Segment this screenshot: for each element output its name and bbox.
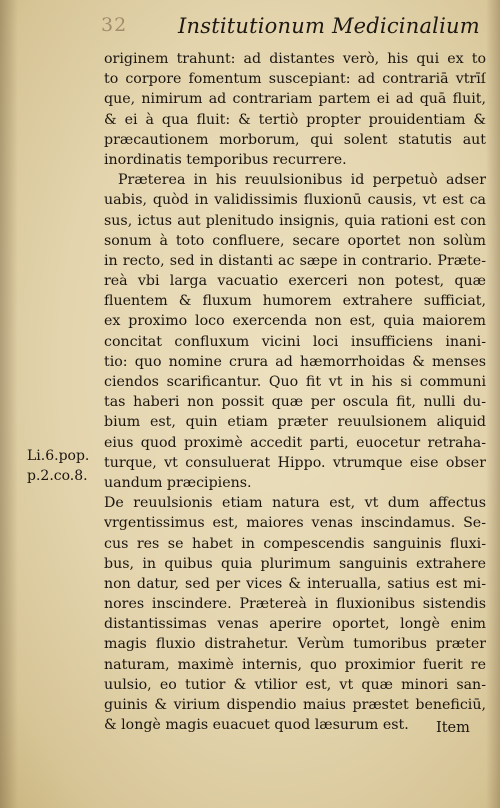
text-line: De reuulsionis etiam natura est, vt dum affectus [104, 495, 486, 512]
text-line: uandum præcipiens. [104, 474, 252, 491]
catchword: Item [436, 720, 470, 736]
text-line: turque, vt consuluerat Hippo. vtrumque eise obser [104, 454, 486, 471]
text-line: distantissimas venas aperire oportet, longè enim [104, 616, 486, 633]
margin-note-line: p.2.co.8. [27, 468, 88, 484]
text-line: originem trahunt: ad distantes verò, his qui ex to [104, 51, 486, 67]
text-line: to corpore fomentum suscepiant: ad contrariā vtrīſ [104, 71, 486, 88]
text-line: ciendos scarificantur. Quo fit vt in his si communi [104, 374, 486, 390]
body-text [104, 49, 486, 735]
running-title: Institutionum Medicinalium [178, 14, 480, 38]
text-line: guinis & virium dispendio maius præstet beneficiū, [104, 697, 486, 713]
text-line: & longè magis euacuet quod læsurum est. [104, 717, 409, 734]
page-gutter-shadow [0, 0, 18, 808]
text-line: Præterea in his reuulsionibus id perpetuò adser [118, 172, 486, 189]
text-line: ex proximo loco exercenda non est, quia maiorem [104, 313, 486, 330]
text-line: magis fluxio distrahetur. Verùm tumoribus præter [104, 636, 486, 653]
text-line: sonum à toto confluere, secare oportet non solùm [104, 232, 486, 249]
text-line: tas haberi non possit quæ per oscula fit, nulli du- [104, 394, 486, 411]
text-line: uabis, quòd in validissimis fluxionū causis, vt est ca [104, 192, 486, 209]
text-line: cus res se habet in compescendis sanguinis fluxi- [104, 535, 486, 552]
text-line: naturam, maximè internis, quo proximior fuerit re [104, 656, 486, 673]
text-line: bium est, quin etiam præter reuulsionem aliquid [104, 414, 486, 431]
margin-note-line: Li.6.pop. [27, 448, 90, 464]
page-number: 32 [101, 14, 128, 36]
text-line: bus, in quibus quia plurimum sanguinis extrahere [104, 555, 486, 572]
text-line: non datur, sed per vices & interualla, satius est mi- [104, 575, 486, 592]
text-line: nores inscindere. Prætereà in fluxionibus sistendis [104, 596, 486, 613]
text-line: concitat confluxum vicini loci insufficiens inani- [104, 333, 486, 350]
text-line: tio: quo nomine crura ad hæmorrhoidas & menses [104, 353, 486, 370]
text-line: præcautionem morborum, qui solent statutis aut [104, 131, 486, 148]
text-line: fluentem & fluxum humorem extrahere sufficiat, [104, 293, 486, 310]
text-line: vrgentissimus est, maiores venas inscindamus. Se- [104, 515, 486, 532]
text-line: & ei à qua fluit: & tertiò propter prouidentiam & [104, 111, 486, 128]
text-line: reà vbi larga vacuatio exerceri non potest, quæ [104, 273, 486, 290]
text-line: uulsio, eo tutior & vtilior est, vt quæ minori san- [104, 676, 486, 693]
text-line: sus, ictus aut plenitudo insignis, quia rationi est con [104, 212, 486, 229]
text-line: in recto, sed in distanti ac sæpe in contrario. Præte- [104, 252, 486, 269]
text-line: eius quod proximè accedit parti, euocetur retraha- [104, 434, 486, 451]
text-line: inordinatis temporibus recurrere. [104, 151, 347, 168]
text-line: que, nimirum ad contrariam partem ei ad quā fluit, [104, 91, 486, 108]
page-edge-shadow [486, 0, 500, 808]
